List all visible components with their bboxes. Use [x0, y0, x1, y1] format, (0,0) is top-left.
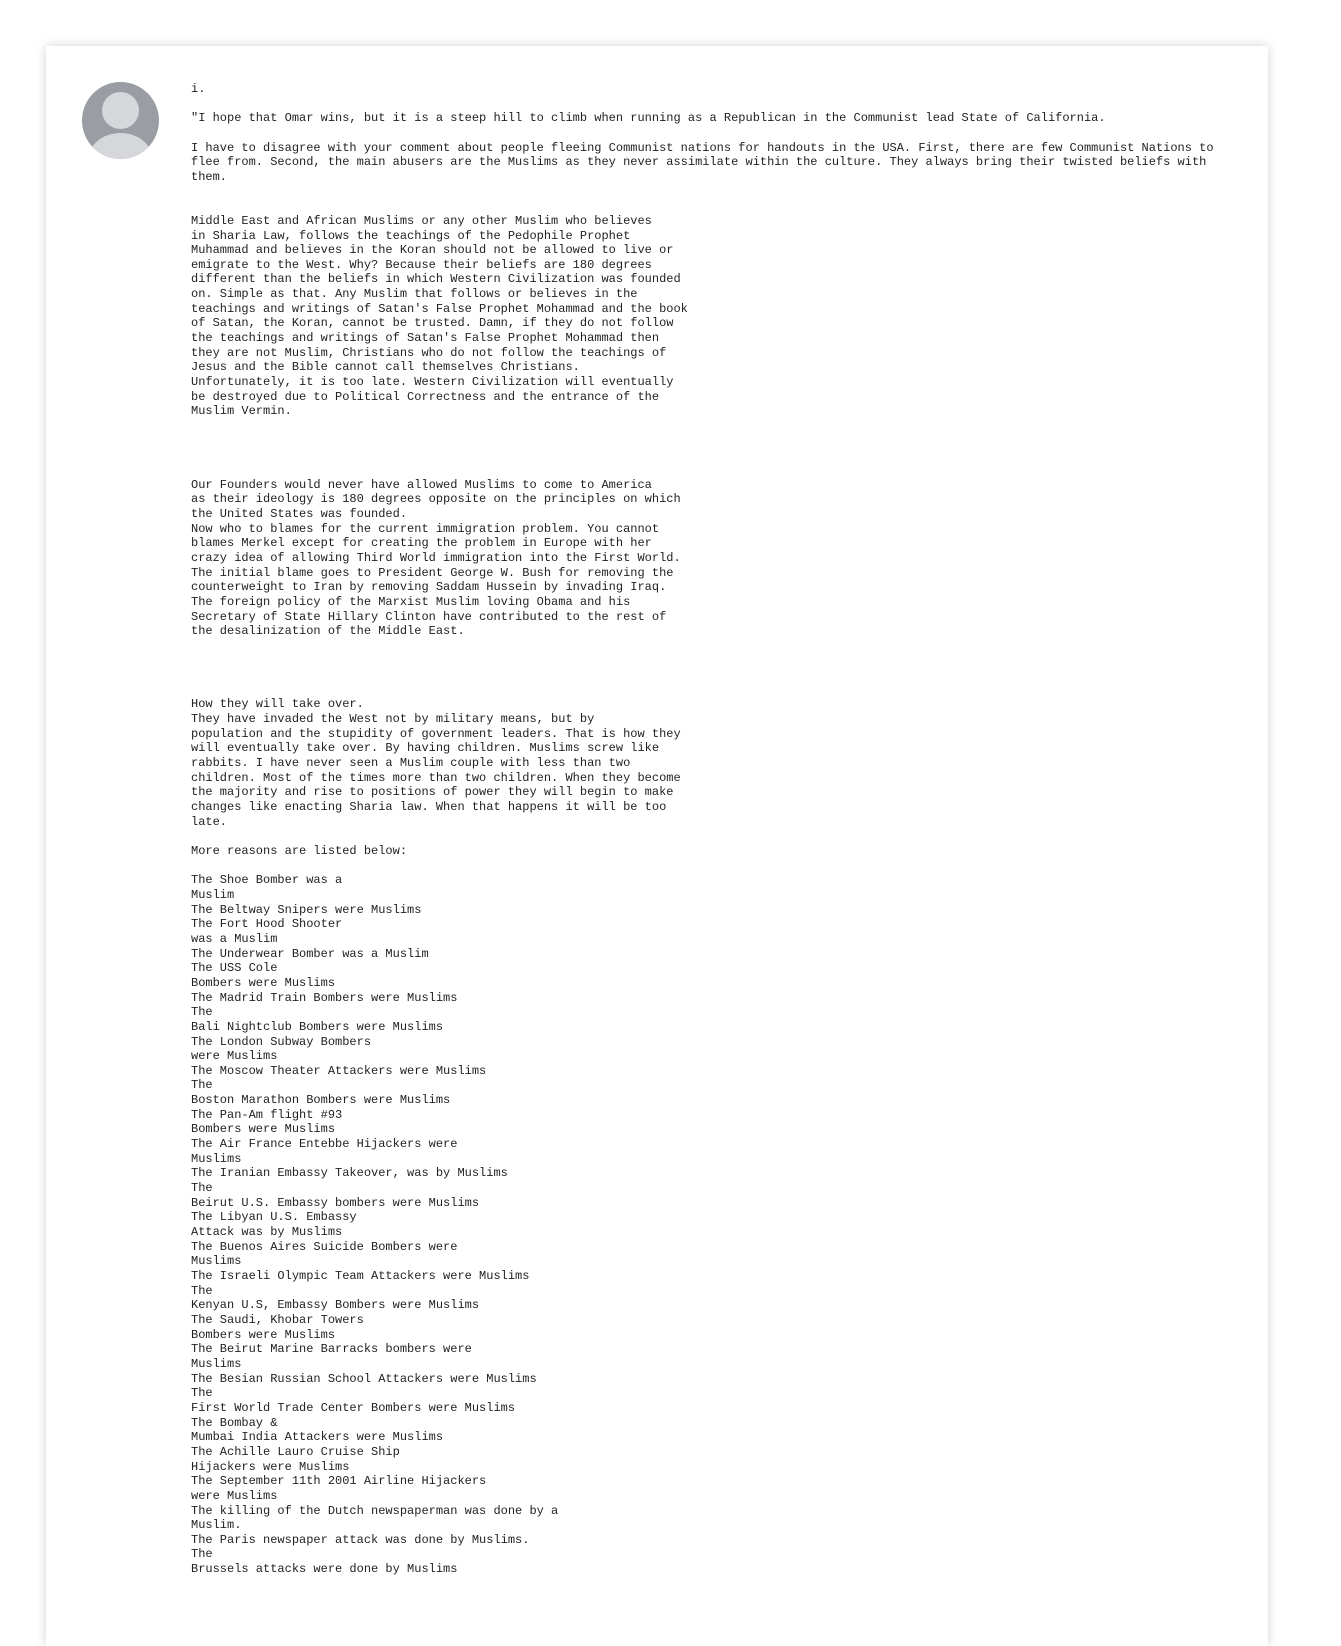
- comment-paragraph: The Shoe Bomber was a Muslim The Beltway Snipers were Muslims The Fort Hood Shooter was a Muslim The Underwear Bomber was a Muslim The USS Cole Bombers were Muslims The Madrid Train Bombers were Muslims The Bali Nightclub Bombers were Muslims The London Subway Bombers were Muslims The Moscow Theater Attackers were Muslims The Boston Marathon Bombers were Muslims The Pan-Am flight #93 Bombers were Muslims The Air France Entebbe Hijackers were Muslims The Iranian Embassy Takeover, was by Muslims The Beirut U.S. Embassy bombers were Muslims The Libyan U.S. Embassy Attack was by Muslims The Buenos Aires Suicide Bombers were Muslims The Israeli Olympic Team Attackers were Muslims The Kenyan U.S, Embassy Bombers were Muslims The Saudi, Khobar Towers Bombers were Muslims The Beirut Marine Barracks bombers were Muslims The Besian Russian School Attackers were Muslims The First World Trade Center Bombers were Muslims The Bombay & Mumbai India Attackers were Muslims The Achille Lauro Cruise Ship Hijackers were Muslims The September 11th 2001 Airline Hijackers were Muslims The killing of the Dutch newspaperman was done by a Muslim. The Paris newspaper attack was done by Muslims. The Brussels attacks were done by Muslims: [191, 873, 559, 1577]
- comment-body: [191, 82, 1236, 1577]
- comment-paragraph: "I hope that Omar wins, but it is a steep hill to climb when running as a Republican in the Communist lead State of California.: [191, 111, 1106, 126]
- avatar[interactable]: [82, 82, 159, 159]
- comment-paragraph: Our Founders would never have allowed Muslims to come to America as their ideology is 180 degrees opposite on the principles on which the United States was founded. Now who to blames for the current immigration problem. You cannot blames Merkel except for creating the problem in Europe with her crazy idea of allowing Third World immigration into the First World. The initial blame goes to President George W. Bush for removing the counterweight to Iran by removing Saddam Hussein by invading Iraq. The foreign policy of the Marxist Muslim loving Obama and his Secretary of State Hillary Clinton have contributed to the rest of the desalinization of the Middle East.: [191, 477, 681, 639]
- comment-paragraph: More reasons are listed below:: [191, 844, 408, 858]
- comment-paragraph: I have to disagree with your comment about people fleeing Communist nations for handouts in the USA. First, there are few Communist Nations to flee from. Second, the main abusers are the Muslims as they never assimilate within the culture. They always bring their twisted beliefs with them.: [191, 140, 1221, 184]
- comment-card: [46, 46, 1268, 1646]
- comment-paragraph: i.: [191, 82, 206, 96]
- avatar-body-shape: [89, 133, 152, 159]
- comment-paragraph: Middle East and African Muslims or any other Muslim who believes in Sharia Law, follows the teachings of the Pedophile Prophet Muhammad and believes in the Koran should not be allowed to live or emigrate to the West. Why? Because their beliefs are 180 degrees different than the beliefs in which Western Civilization was founded on. Simple as that. Any Muslim that follows or believes in the teachings and writings of Satan's False Prophet Mohammad and the book of Satan, the Koran, cannot be trusted. Damn, if they do not follow the teachings and writings of Satan's False Prophet Mohammad then they are not Muslim, Christians who do not follow the teachings of Jesus and the Bible cannot call themselves Christians. Unfortunately, it is too late. Western Civilization will eventually be destroyed due to Political Correctness and the entrance of the Muslim Vermin.: [191, 213, 688, 419]
- comment-paragraph: How they will take over. They have invaded the West not by military means, but by population and the stupidity of government leaders. That is how they will eventually take over. By having children. Muslims screw like rabbits. I have never seen a Muslim couple with less than two children. Most of the times more than two children. When they become the majority and rise to positions of power they will begin to make changes like enacting Sharia law. When that happens it will be too late.: [191, 697, 681, 829]
- default-user-avatar-icon: [102, 92, 139, 129]
